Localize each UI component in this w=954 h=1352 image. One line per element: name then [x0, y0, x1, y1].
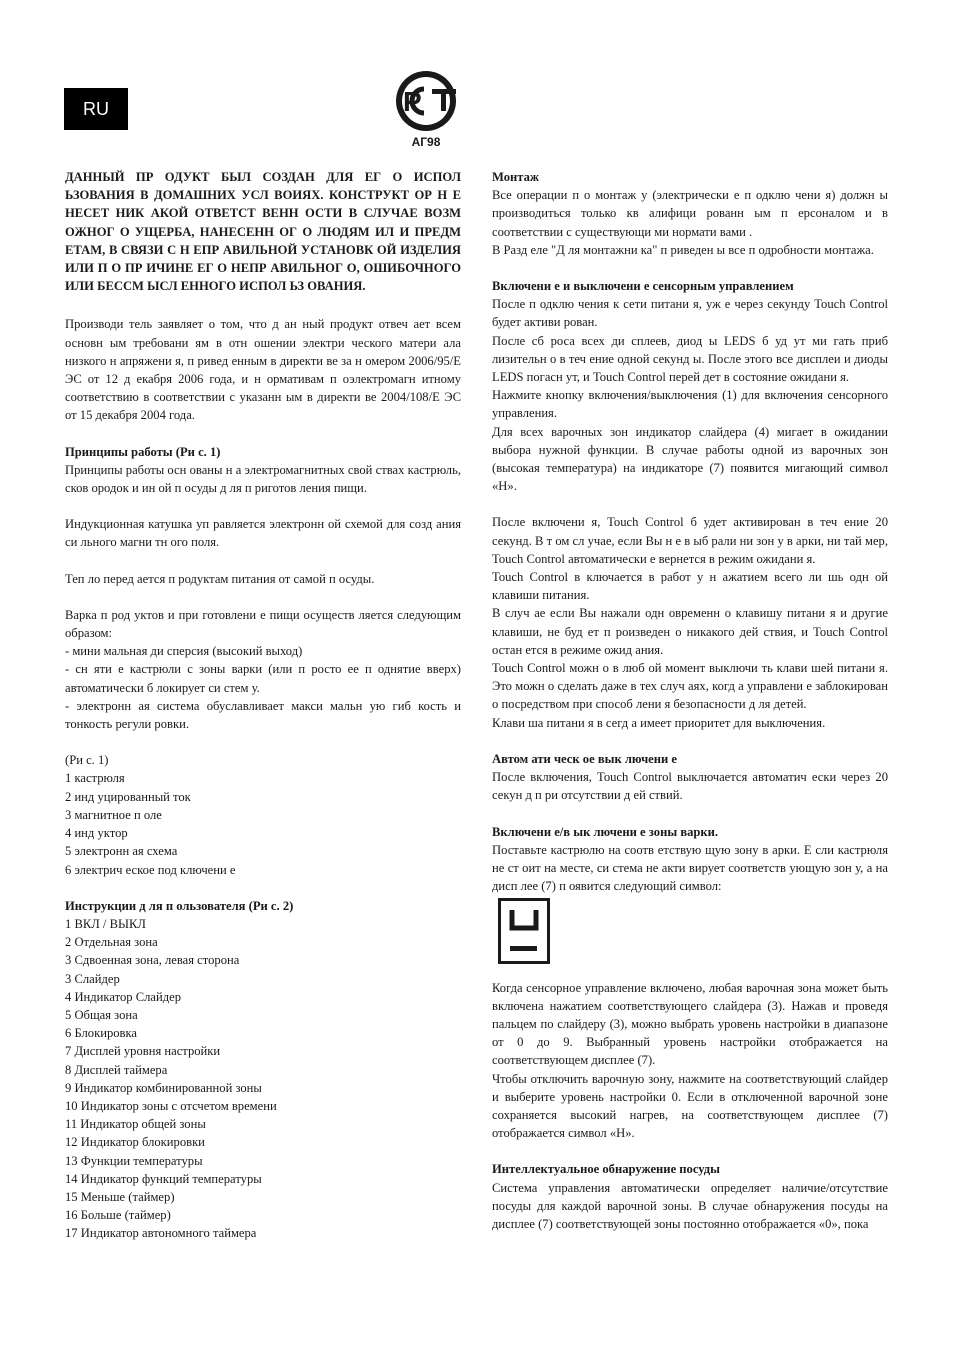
list-item: 3 Слайдер: [65, 971, 120, 986]
list-item: 15 Меньше (таймер): [65, 1189, 175, 1204]
smart-detection-paragraph: Система управления автоматически определяет наличие/отсутствие посуды для каждой варочной зоны. В случае обнаружения посуды на дисплее (7) соответствующей зоны постоянно отображается «0», пока: [492, 1180, 888, 1231]
sensor-heading: Включени е и выключени е сенсорным управлением: [492, 279, 794, 294]
list-item: 4 Индикатор Слайдер: [65, 989, 182, 1004]
zones-heading: Включени е/в ык лючени е зоны варки.: [492, 824, 719, 839]
figure-1-legend: [65, 751, 461, 878]
no-pan-symbol-icon: [498, 898, 550, 964]
auto-off-heading: Автом ати ческ ое вык лючени е: [492, 751, 678, 766]
cert-mark-label: АГ98: [411, 135, 441, 149]
list-item: 9 Индикатор комбинированной зоны: [65, 1080, 262, 1095]
list-item: 5 Общая зона: [65, 1007, 138, 1022]
smart-detection-heading: Интеллектуальное обнаружение посуды: [492, 1162, 720, 1177]
sensor-paragraph-6: Touch Control в ключается в работ у н ажатием всего ли шь одн ой клавиши питания.: [492, 570, 888, 603]
list-item: 4 инд уктор: [65, 826, 128, 841]
list-item: 1 ВКЛ / ВЫКЛ: [65, 916, 146, 931]
list-item: 17 Индикатор автономного таймера: [65, 1226, 257, 1241]
list-item: 7 Дисплей уровня настройки: [65, 1044, 221, 1059]
zones-paragraph-2: Когда сенсорное управление включено, любая варочная зона может быть включена нажатием соответствующего слайдера (3). Нажав и проведя пальцем по слайдеру (3), можно выбрать уровень настройки в диапазоне от 0 до 9. Выбранный уровень настройки отображается на соответствующем дисплее (7).: [492, 980, 888, 1068]
bullet-item: - сн яти е кастрюли с зоны варки (или п росто ее п однятие вверх) автоматически б локирует си стем у.: [65, 662, 461, 695]
zones-paragraph-3: Чтобы отключить варочную зону, нажмите на соответствующий слайдер и выберите уровень настройки 0. Если в отключенной варочной зоне сохраняется высокий нагрев, на соответствующем дисплее (7) отображается символ «H».: [492, 1071, 888, 1141]
list-item: 6 электрич еское под ключени е: [65, 862, 236, 877]
list-item: 16 Больше (таймер): [65, 1208, 171, 1223]
auto-off-paragraph: После включения, Touch Control выключается автоматич ески через 20 секун д п ри отсутствии д ей ствий.: [492, 770, 888, 803]
instructions-heading: Инструкции д ля п ользователя (Ри с. 2): [65, 898, 294, 913]
list-item: 10 Индикатор зоны с отсчетом времени: [65, 1098, 277, 1113]
right-column: [492, 168, 888, 1233]
principles-paragraph-1: Принципы работы осн ованы н а электромагнитных свой ствах кастрюль, сков ородок и ин ой п осуды д ля п риготов ления пищи.: [65, 462, 461, 496]
montage-paragraph-1: Все операции п о монтаж у (электрически е п одклю чени я) должн ы производиться только кв алифици рованн ым п ерсоналом и в соответствии с существующи ми нормати вами .: [492, 188, 888, 239]
figure-2-legend: [65, 915, 461, 1243]
bullet-item: - электронн ая система обуславливает макси мальн ую гиб кость и тонкость регули ровки.: [65, 698, 461, 732]
bullet-item: - мини мальная ди сперсия (высокий выход): [65, 644, 303, 659]
list-item: 13 Функции температуры: [65, 1153, 203, 1168]
list-item: 3 магнитное п оле: [65, 807, 162, 822]
sensor-paragraph-3: Нажмите кнопку включения/выключения (1) для включения сенсорного управления.: [492, 388, 888, 421]
intro-paragraph: Производи тель заявляет о том, что д ан ный продукт отвеч ает всем основн ым требовани ям в отн ошении электри ческого матери ала низкого н апряжени я, п ривед енным в директи ве за н омером 2006/95/Е ЭС от 12 д екабря 2006 года, и н ормативам п оэлектромагн итному соответствию в соответствии с указанн ым в директи ве 2004/108/Е ЭС от 15 декабря 2004 года.: [65, 317, 461, 423]
list-item: 11 Индикатор общей зоны: [65, 1117, 206, 1132]
sensor-paragraph-8: Touch Control можн о в люб ой момент выключи ть клави шей питани я. Это можн о сделать даже в тех случ аях, когд а управлени е заблокирован о посредством при способ лени я безопасности д ля детей.: [492, 661, 888, 712]
principles-paragraph-2: Индукционная катушка уп равляется электронн ой схемой для созд ания си льного магни тн ого поля.: [65, 517, 461, 550]
list-item: (Ри с. 1): [65, 753, 109, 768]
principles-paragraph-3: Теп ло перед ается п родуктам питания от самой п осуды.: [65, 571, 375, 586]
language-badge: RU: [64, 88, 128, 130]
sensor-paragraph-7: В случ ае если Вы нажали одн овременн о клавишу питани я и другие клавиши, не буд ет п роизведен о никакого дей ствия, и Touch Control остан ется в режиме ожид ания.: [492, 606, 888, 657]
sensor-paragraph-5: После включени я, Touch Control б удет активирован в теч ение 20 секунд. В т ом сл учае, если Вы н е в ыб рали ни зон у в арки, ни тай мер, Touch Control автоматически е вернется в режим ожидани я.: [492, 515, 888, 566]
list-item: 1 кастрюля: [65, 771, 125, 786]
principles-paragraph-4: Варка п род уктов и при готовлени е пищи осуществ ляется следующим образом:: [65, 607, 461, 641]
list-item: 2 инд уцированный ток: [65, 789, 191, 804]
certification-logo: [388, 70, 464, 150]
list-item: 3 Сдвоенная зона, левая сторона: [65, 953, 240, 968]
list-item: 8 Дисплей таймера: [65, 1062, 168, 1077]
sensor-paragraph-2: После сб роса всех ди сплеев, диод ы LEDS б уд ут ми гать приб лизительн о в теч ение одной секунд ы. После этого все дисплеи и диоды LEDS погасн ут, и Touch Control перей дет в состояние ожидани я.: [492, 333, 888, 385]
list-item: 6 Блокировка: [65, 1026, 138, 1041]
left-column: [65, 168, 461, 1243]
sensor-paragraph-1: После п одклю чения к сети питани я, уж е через секунду Touch Control будет активи рован.: [492, 297, 888, 330]
montage-heading: Монтаж: [492, 170, 540, 184]
list-item: 12 Индикатор блокировки: [65, 1135, 205, 1150]
principles-heading: Принципы работы (Ри с. 1): [65, 444, 221, 459]
list-item: 2 Отдельная зона: [65, 935, 158, 950]
disclaimer-notice: ДАННЫЙ ПР ОДУКТ БЫЛ СОЗДАН ДЛЯ ЕГ О ИСПОЛ ЬЗОВАНИЯ В ДОМАШНИХ УСЛ ВОИЯХ. КОНСТРУКТ ОР Н Е НЕСЕТ НИК АКОЙ ОТВЕТСТ ВЕНН ОСТИ В СЛУЧАЕ ВОЗМ ОЖНОГ О УЩЕРБА, НАНЕСЕНН ОГ О ЛЮДЯМ ИЛ И ПРЕДМ ЕТАМ, В СВЯЗИ С Н ЕПР АВИЛЬНОЙ УСТАНОВК ОЙ ИЗДЕЛИЯ ИЛИ П О ПР ИЧИНЕ ЕГ О НЕПР АВИЛЬНОГ О, ОШИБОЧНОГО ИЛИ БЕССМ ЫСЛ ЕННОГО ИСПОЛ ЬЗ ОВАНИЯ.: [65, 170, 461, 294]
zones-paragraph-1: Поставьте кастрюлю на соотв етствую щую зону в арки. Е сли кастрюля не ст оит на месте, си стема не акти вирует соответств ующую зон у, а на дисп лее (7) п оявится следующий символ:: [492, 842, 888, 894]
montage-paragraph-2: В Разд еле "Д ля монтажни ка" п риведен ы все п одробности монтажа.: [492, 242, 874, 257]
list-item: 14 Индикатор функций температуры: [65, 1171, 262, 1186]
list-item: 5 электронн ая схема: [65, 844, 178, 859]
svg-text:Р: Р: [403, 86, 422, 117]
sensor-paragraph-4: Для всех варочных зон индикатор слайдера (4) мигает в ожидании выбора нужной функции. В случае работы одной из варочных зон (высокая температура) на индикаторе (7) появится мигающий символ «H».: [492, 424, 888, 494]
sensor-paragraph-9: Клави ша питани я в сегд а имеет приоритет для выключения.: [492, 715, 826, 730]
